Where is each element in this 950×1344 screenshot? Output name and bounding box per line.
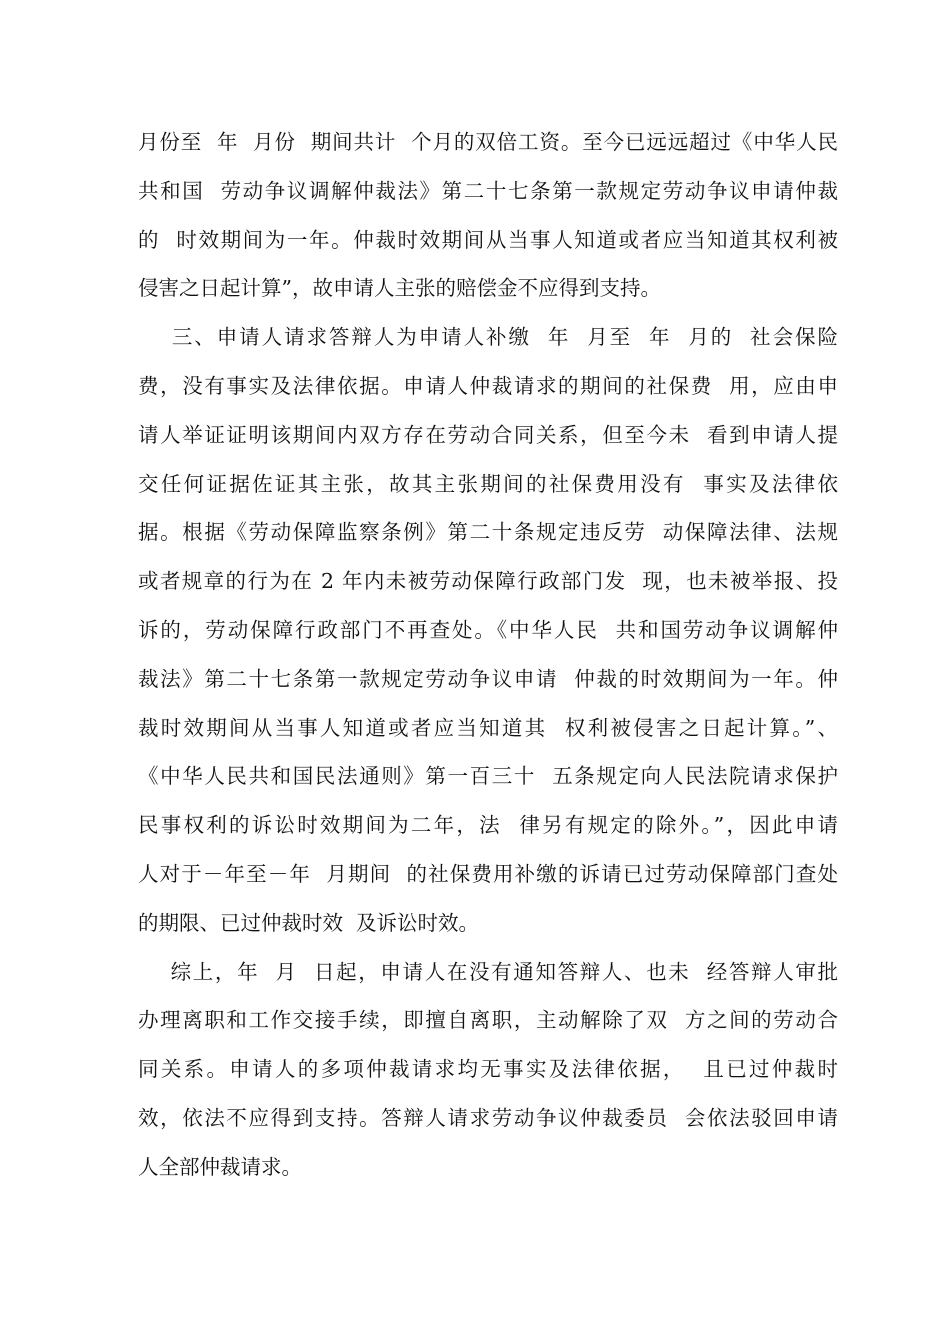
text-line: 的 时效期间为一年。仲裁时效期间从当事人知道或者应当知道其权利被 bbox=[138, 227, 838, 252]
text-line: 效，依法不应得到支持。答辩人请求劳动争议仲裁委员 会依法驳回申请 bbox=[138, 1105, 838, 1130]
paragraph bbox=[138, 118, 838, 313]
text-line: 的期限、已过仲裁时效 及诉讼时效。 bbox=[138, 910, 480, 935]
text-line: 同关系。申请人的多项仲裁请求均无事实及法律依据， 且已过仲裁时 bbox=[138, 1057, 838, 1082]
paragraph bbox=[138, 948, 838, 1192]
text-line: 裁时效期间从当事人知道或者应当知道其 权利被侵害之日起计算。”、 bbox=[138, 715, 838, 740]
text-line: 或者规章的行为在 2 年内未被劳动保障行政部门发 现，也未被举报、投 bbox=[138, 569, 838, 594]
text-line: 民事权利的诉讼时效期间为二年，法 律另有规定的除外。”，因此申请 bbox=[138, 813, 838, 838]
text-line: 《中华人民共和国民法通则》第一百三十 五条规定向人民法院请求保护 bbox=[138, 764, 838, 789]
text-line: 裁法》第二十七条第一款规定劳动争议申请 仲裁的时效期间为一年。仲 bbox=[138, 666, 838, 691]
text-line: 费，没有事实及法律依据。申请人仲裁请求的期间的社保费 用，应由申 bbox=[138, 373, 838, 398]
text-line: 办理离职和工作交接手续，即擅自离职，主动解除了双 方之间的劳动合 bbox=[138, 1008, 838, 1033]
document-body bbox=[138, 118, 838, 1192]
text-line: 侵害之日起计算”，故申请人主张的赔偿金不应得到支持。 bbox=[138, 276, 661, 301]
text-line: 月份至 年 月份 期间共计 个月的双倍工资。至今已远远超过《中华人民 bbox=[138, 130, 838, 154]
text-line: 交任何证据佐证其主张，故其主张期间的社保费用没有 事实及法律依 bbox=[138, 471, 838, 496]
text-line: 请人举证证明该期间内双方存在劳动合同关系，但至今未 看到申请人提 bbox=[138, 422, 838, 447]
text-line: 三、申请人请求答辩人为申请人补缴 年 月至 年 月的 社会保险 bbox=[138, 325, 838, 350]
text-line: 综上，年 月 日起，申请人在没有通知答辩人、也未 经答辩人审批 bbox=[138, 959, 838, 984]
text-line: 人对于－年至－年 月期间 的社保费用补缴的诉请已过劳动保障部门查处 bbox=[138, 861, 838, 886]
text-line: 据。根据《劳动保障监察条例》第二十条规定违反劳 动保障法律、法规 bbox=[138, 520, 838, 545]
text-line: 人全部仲裁请求。 bbox=[138, 1154, 302, 1179]
text-line: 诉的，劳动保障行政部门不再查处。《中华人民 共和国劳动争议调解仲 bbox=[138, 617, 838, 642]
text-line: 共和国 劳动争议调解仲裁法》第二十七条第一款规定劳动争议申请仲裁 bbox=[138, 178, 838, 203]
paragraph bbox=[138, 313, 838, 947]
